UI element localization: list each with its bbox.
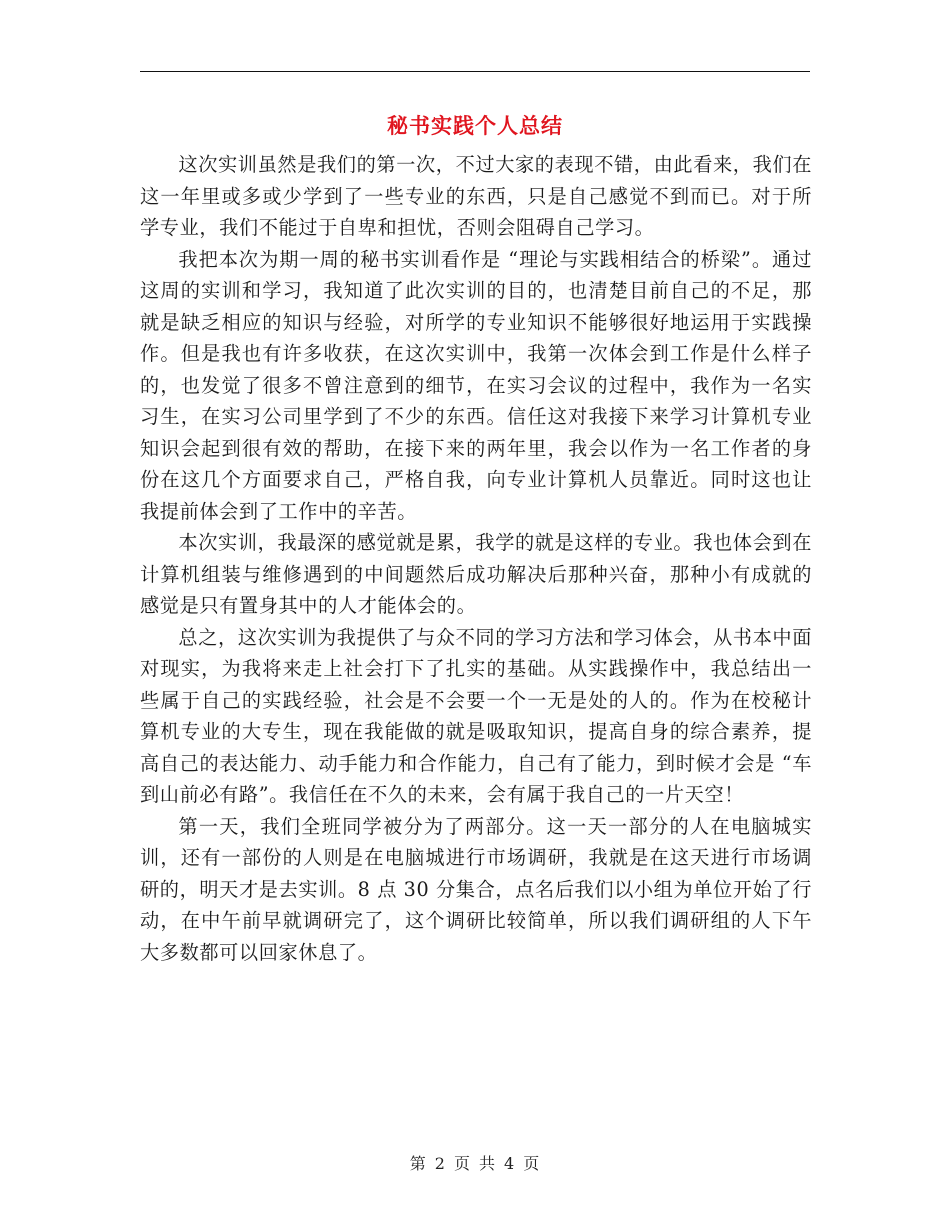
- paragraph-2: 我把本次为期一周的秘书实训看作是 “理论与实践相结合的桥梁”。通过这周的实训和学习，我知道了此次实训的目的，也清楚目前自己的不足，那就是缺乏相应的知识与经验，对所学的专业知识不能够很好地运用于实践操作。但是我也有许多收获，在这次实训中，我第一次体会到工作是什么样子的，也发觉了很多不曾注意到的细节，在实习会议的过程中，我作为一名实习生，在实习公司里学到了不少的东西。信任这对我接下来学习计算机专业知识会起到很有效的帮助，在接下来的两年里，我会以作为一名工作者的身份在这几个方面要求自己，严格自我，向专业计算机人员靠近。同时这也让我提前体会到了工作中的辛苦。: [140, 247, 812, 523]
- paragraph-4: 总之，这次实训为我提供了与众不同的学习方法和学习体会，从书本中面对现实，为我将来走上社会打下了扎实的基础。从实践操作中，我总结出一些属于自己的实践经验，社会是不会要一个一无是处的人的。作为在校秘计算机专业的大专生，现在我能做的就是吸取知识，提高自身的综合素养，提高自己的表达能力、动手能力和合作能力，自己有了能力，到时候才会是 “车到山前必有路”。我信任在不久的未来，会有属于我自己的一片天空！: [140, 625, 812, 806]
- footer-total-word: 共: [479, 1154, 497, 1173]
- paragraph-1: 这次实训虽然是我们的第一次，不过大家的表现不错，由此看来，我们在这一年里或多或少学到了一些专业的东西，只是自己感觉不到而已。对于所学专业，我们不能过于自卑和担忧，否则会阻碍自己学习。: [140, 153, 812, 239]
- paragraph-5: 第一天，我们全班同学被分为了两部分。这一天一部分的人在电脑城实训，还有一部份的人则是在电脑城进行市场调研，我就是在这天进行市场调研的，明天才是去实训。8 点 30 分集合，点名后我们以小组为单位开始了行动，在中午前早就调研完了，这个调研比较简单，所以我们调研组的人下午大多数都可以回家休息了。: [140, 814, 812, 964]
- footer-suffix: 页: [523, 1154, 541, 1173]
- footer-total-pages: 4: [504, 1154, 516, 1173]
- paragraph-3: 本次实训，我最深的感觉就是累，我学的就是这样的专业。我也体会到在计算机组装与维修遇到的中间题然后成功解决后那种兴奋，那种小有成就的感觉是只有置身其中的人才能体会的。: [140, 531, 812, 617]
- footer-current-page: 2: [434, 1154, 446, 1173]
- document-body: [140, 149, 812, 968]
- document-title: 秘书实践个人总结: [387, 113, 563, 138]
- footer-prefix: 第: [409, 1154, 427, 1173]
- page-number-footer: [0, 1152, 950, 1176]
- header-rule: [140, 71, 810, 72]
- footer-page-word: 页: [453, 1154, 471, 1173]
